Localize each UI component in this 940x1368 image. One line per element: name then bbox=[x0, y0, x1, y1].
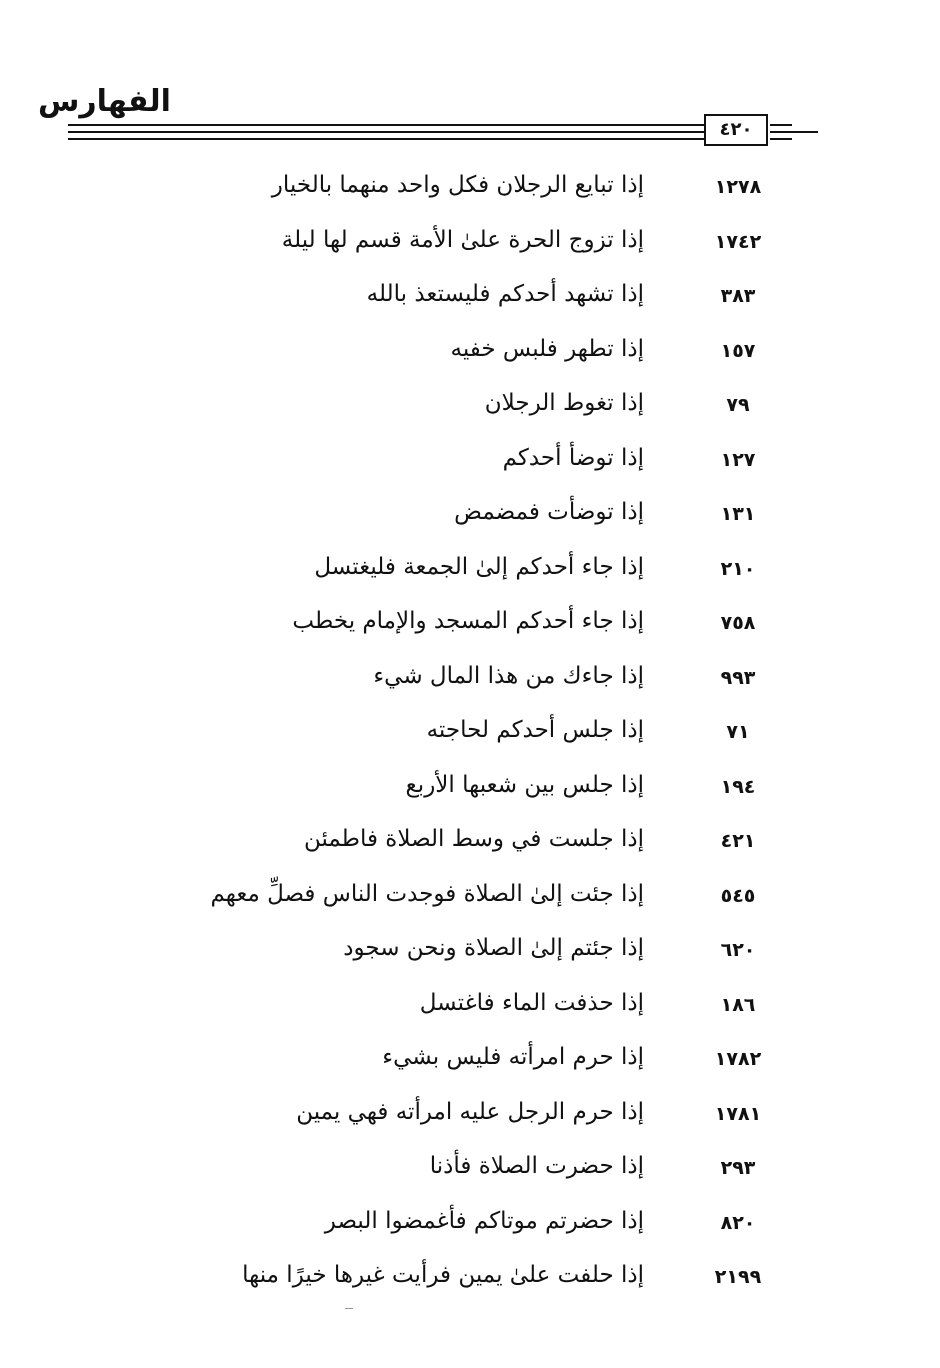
index-entry bbox=[0, 982, 940, 1037]
section-title: الفهارس bbox=[38, 84, 171, 119]
hadith-number: ١٨٦ bbox=[720, 993, 756, 1016]
index-list bbox=[0, 164, 940, 1309]
hadith-text: إذا توضأت فمضمض bbox=[454, 499, 644, 525]
hadith-number: ١٩٤ bbox=[720, 775, 756, 798]
index-entry bbox=[0, 1091, 940, 1146]
hadith-number: ٢٩٣ bbox=[720, 1157, 756, 1179]
hadith-number: ٣٨٣ bbox=[720, 285, 756, 307]
index-entry bbox=[0, 546, 940, 601]
hadith-text: إذا تشهد أحدكم فليستعذ بالله bbox=[366, 281, 644, 307]
header-rule bbox=[68, 138, 704, 140]
index-entry bbox=[0, 164, 940, 219]
header-rule bbox=[68, 131, 704, 133]
hadith-text: إذا جلست في وسط الصلاة فاطمئن bbox=[303, 826, 644, 852]
page-header bbox=[0, 0, 940, 160]
hadith-text: إذا توضأ أحدكم bbox=[502, 444, 644, 471]
hadith-number: ٧١ bbox=[726, 721, 750, 743]
hadith-text: إذا تزوج الحرة علىٰ الأمة قسم لها ليلة bbox=[281, 226, 644, 253]
header-rule bbox=[770, 124, 792, 126]
hadith-number: ٩٩٣ bbox=[720, 666, 756, 689]
hadith-number: ٧٩ bbox=[726, 394, 750, 416]
hadith-text: إذا جاءك من هذا المال شيء bbox=[373, 662, 644, 689]
index-entry bbox=[0, 491, 940, 546]
index-entry bbox=[0, 1254, 940, 1309]
header-rule bbox=[770, 131, 818, 133]
hadith-number: ١٧٨٢ bbox=[714, 1048, 762, 1070]
hadith-text: إذا تغوط الرجلان bbox=[484, 390, 644, 416]
hadith-text: إذا جئت إلىٰ الصلاة فوجدت الناس فصلِّ معهم bbox=[210, 880, 644, 907]
hadith-number: ١٥٧ bbox=[720, 339, 756, 362]
header-rule bbox=[770, 138, 792, 140]
hadith-text: إذا جاء أحدكم إلىٰ الجمعة فليغتسل bbox=[314, 553, 644, 580]
index-entry bbox=[0, 927, 940, 982]
hadith-text: إذا حرم امرأته فليس بشيء bbox=[382, 1044, 644, 1070]
hadith-number: ٦٢٠ bbox=[720, 939, 756, 961]
hadith-text: إذا جئتم إلىٰ الصلاة ونحن سجود bbox=[343, 935, 644, 961]
index-entry bbox=[0, 328, 940, 383]
index-entry bbox=[0, 764, 940, 819]
hadith-text: إذا تبايع الرجلان فكل واحد منهما بالخيار bbox=[271, 172, 644, 198]
hadith-text: إذا حضرتم موتاكم فأغمضوا البصر bbox=[324, 1207, 644, 1234]
hadith-text: إذا جلس أحدكم لحاجته bbox=[426, 717, 644, 743]
hadith-number: ٥٤٥ bbox=[720, 884, 756, 907]
index-entry bbox=[0, 818, 940, 873]
hadith-text: إذا جلس بين شعبها الأربع bbox=[405, 771, 644, 798]
page-mark bbox=[345, 1308, 353, 1309]
hadith-number: ١٣١ bbox=[720, 503, 756, 525]
hadith-number: ٧٥٨ bbox=[720, 612, 756, 634]
hadith-number: ٨٢٠ bbox=[720, 1211, 756, 1234]
hadith-text: إذا جاء أحدكم المسجد والإمام يخطب bbox=[292, 608, 644, 634]
index-entry bbox=[0, 273, 940, 328]
hadith-number: ١٧٨١ bbox=[714, 1102, 762, 1125]
index-entry bbox=[0, 1200, 940, 1255]
hadith-text: إذا حرم الرجل عليه امرأته فهي يمين bbox=[296, 1098, 644, 1125]
index-entry bbox=[0, 1036, 940, 1091]
hadith-number: ٢١٠ bbox=[720, 557, 756, 580]
index-entry bbox=[0, 219, 940, 274]
hadith-number: ١٢٧٨ bbox=[714, 176, 762, 198]
hadith-number: ١٧٤٢ bbox=[714, 230, 762, 253]
index-entry bbox=[0, 655, 940, 710]
hadith-number: ٢١٩٩ bbox=[714, 1266, 762, 1288]
hadith-number: ٤٢١ bbox=[720, 830, 756, 852]
index-entry bbox=[0, 382, 940, 437]
index-entry bbox=[0, 1145, 940, 1200]
page-number: ٤٢٠ bbox=[704, 114, 768, 146]
header-rule bbox=[68, 124, 704, 126]
index-entry bbox=[0, 437, 940, 492]
hadith-text: إذا تطهر فلبس خفيه bbox=[450, 335, 644, 362]
index-entry bbox=[0, 709, 940, 764]
index-entry bbox=[0, 600, 940, 655]
index-entry bbox=[0, 873, 940, 928]
hadith-text: إذا حضرت الصلاة فأذنا bbox=[429, 1153, 644, 1179]
hadith-text: إذا حذفت الماء فاغتسل bbox=[419, 989, 644, 1016]
hadith-text: إذا حلفت علىٰ يمين فرأيت غيرها خيرًا منها bbox=[242, 1262, 644, 1288]
hadith-number: ١٢٧ bbox=[720, 448, 756, 471]
